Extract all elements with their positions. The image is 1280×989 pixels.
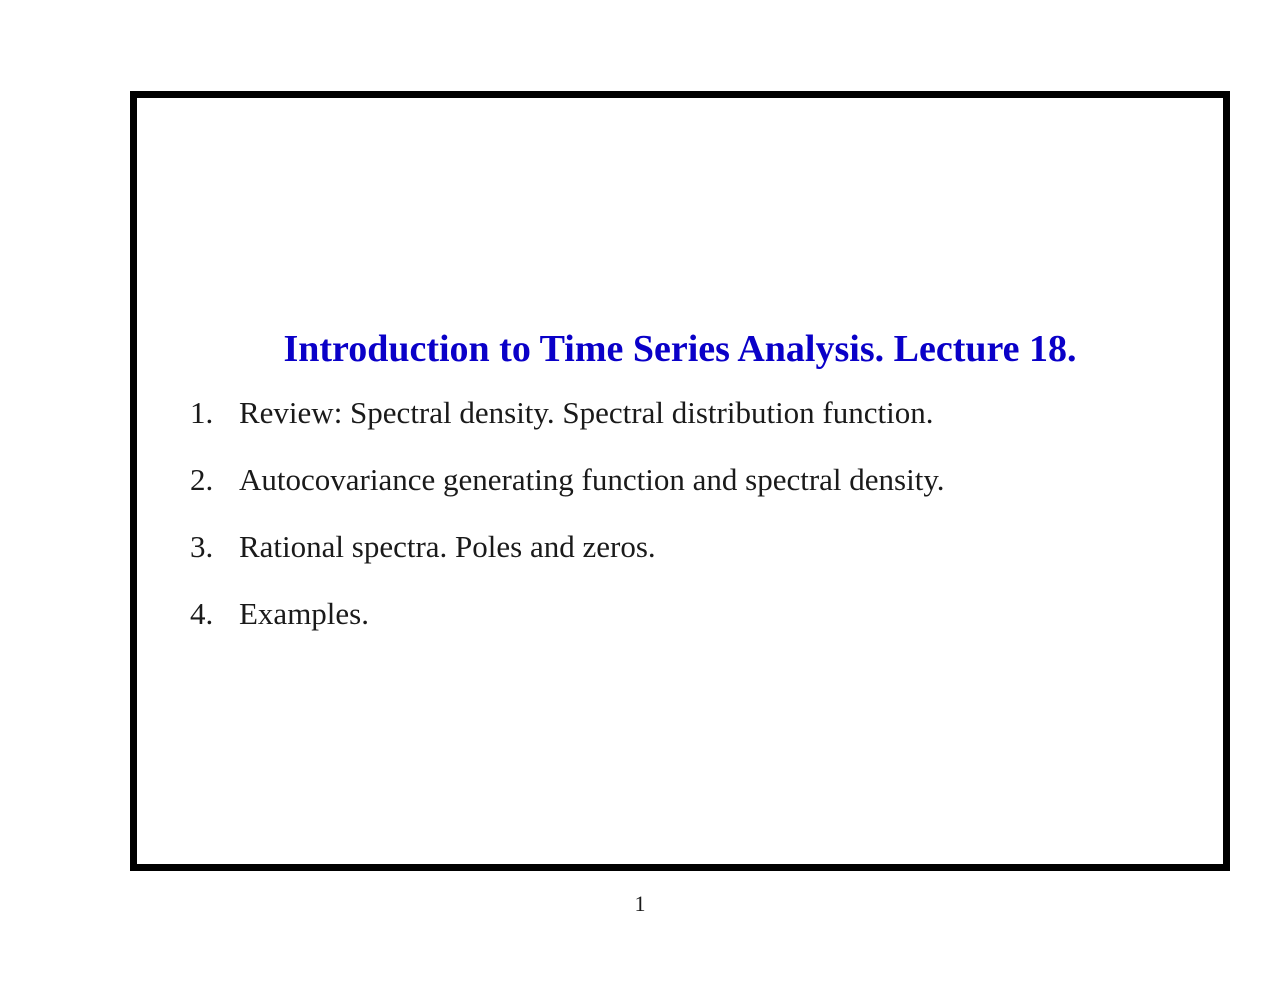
slide-title: Introduction to Time Series Analysis. Lecture 18. (283, 328, 1077, 370)
item-number: 4. (190, 596, 214, 631)
item-text: Examples. (239, 596, 369, 631)
list-item (190, 460, 945, 500)
page-number: 1 (634, 891, 646, 916)
item-text: Review: Spectral density. Spectral distribution function. (239, 395, 934, 430)
item-number: 1. (190, 395, 214, 430)
item-text: Rational spectra. Poles and zeros. (239, 529, 656, 564)
slide-frame (130, 91, 1230, 871)
item-number: 2. (190, 462, 214, 497)
outline-list (190, 393, 945, 661)
list-item (190, 527, 945, 567)
list-item (190, 594, 945, 634)
item-text: Autocovariance generating function and spectral density. (239, 462, 945, 497)
item-number: 3. (190, 529, 214, 564)
list-item (190, 393, 945, 433)
